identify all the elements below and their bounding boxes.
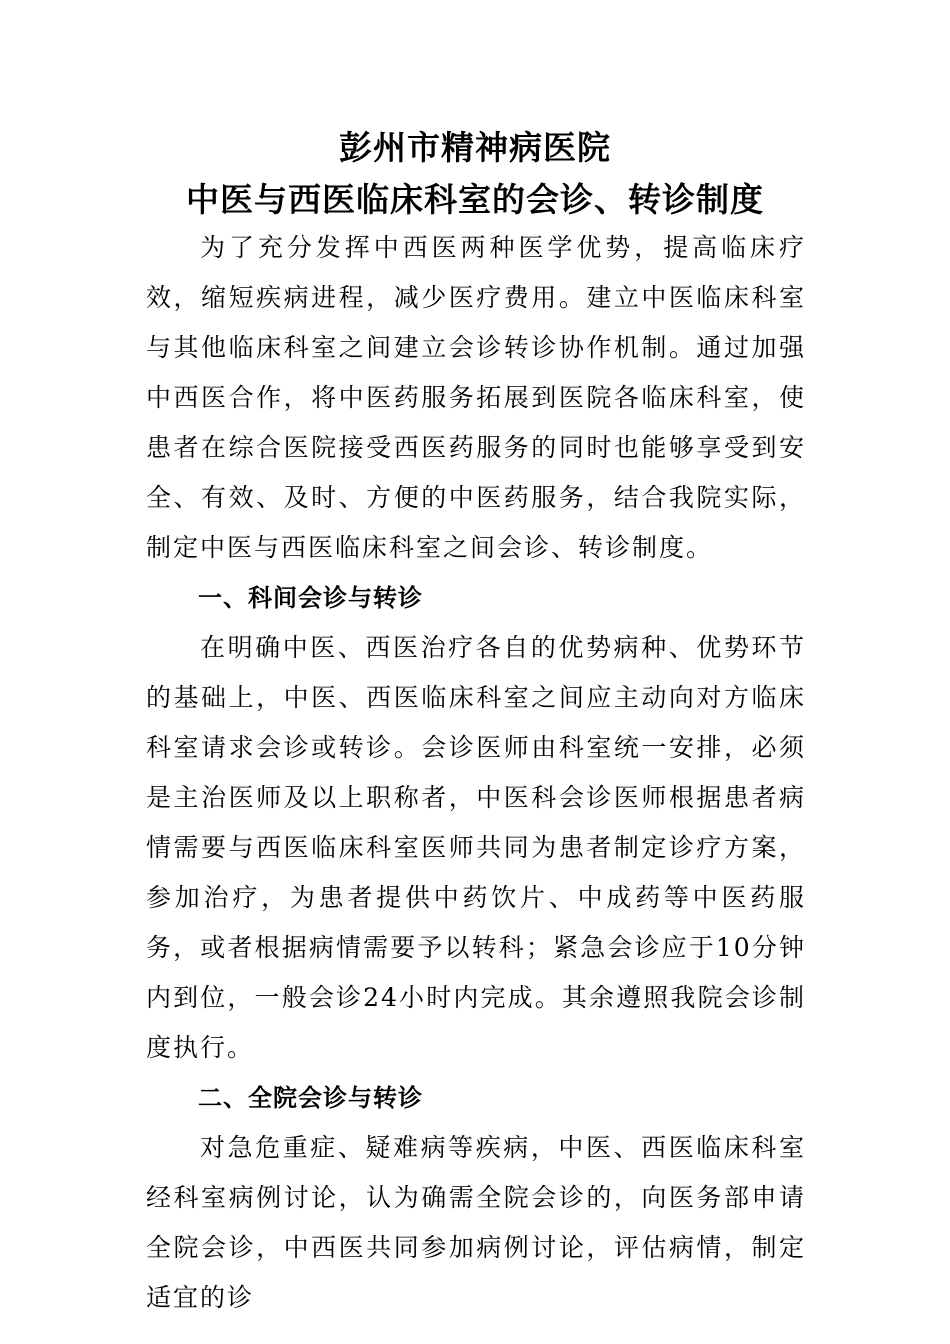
- intro-paragraph: 为了充分发挥中西医两种医学优势，提高临床疗效，缩短疾病进程，减少医疗费用。建立中医临床科室与其他临床科室之间建立会诊转诊协作机制。通过加强中西医合作，将中医药服务拓展到医院各临床科室，使患者在综合医院接受西医药服务的同时也能够享受到安全、有效、及时、方便的中医药服务，结合我院实际，制定中医与西医临床科室之间会诊、转诊制度。: [146, 233, 806, 562]
- title-regulation-name: 中医与西医临床科室的会诊、转诊制度: [186, 180, 764, 219]
- section-heading-1: 一、科间会诊与转诊: [198, 583, 423, 612]
- document-body: [146, 223, 806, 1323]
- section-heading-2: 二、全院会诊与转诊: [198, 1083, 423, 1112]
- section-paragraph-1: 在明确中医、西医治疗各自的优势病种、优势环节的基础上，中医、西医临床科室之间应主动向对方临床科室请求会诊或转诊。会诊医师由科室统一安排，必须是主治医师及以上职称者，中医科会诊医师根据患者病情需要与西医临床科室医师共同为患者制定诊疗方案，参加治疗，为患者提供中药饮片、中成药等中医药服务，或者根据病情需要予以转科；紧急会诊应于10分钟内到位，一般会诊24小时内完成。其余遵照我院会诊制度执行。: [146, 633, 806, 1062]
- document-title: [0, 122, 950, 226]
- title-hospital-name: 彭州市精神病医院: [339, 128, 611, 167]
- section-paragraph-2: 对急危重症、疑难病等疾病，中医、西医临床科室经科室病例讨论，认为确需全院会诊的，向医务部申请全院会诊，中西医共同参加病例讨论，评估病情，制定适宜的诊: [146, 1133, 806, 1312]
